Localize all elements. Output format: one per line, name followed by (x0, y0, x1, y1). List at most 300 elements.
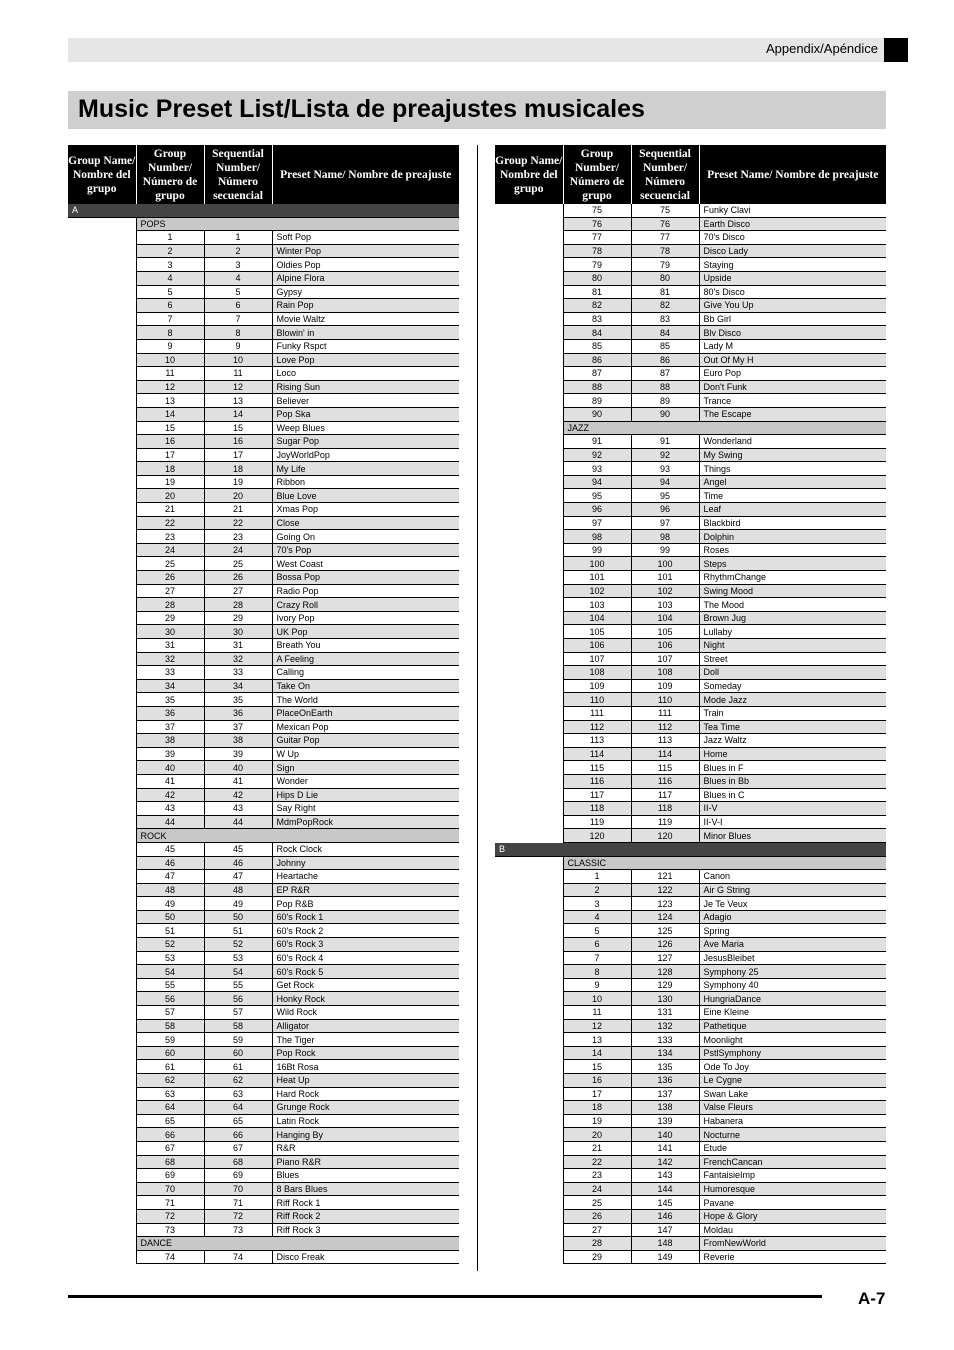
group-name-cell (495, 326, 563, 340)
sequential-number-cell: 65 (204, 1114, 272, 1128)
preset-name-cell: Wonderland (699, 435, 886, 449)
preset-name-cell: Out Of My H (699, 353, 886, 367)
preset-name-cell: Time (699, 489, 886, 503)
group-number-cell: 75 (563, 204, 631, 217)
group-name-cell (495, 258, 563, 272)
group-number-cell: 88 (563, 380, 631, 394)
group-name-cell (68, 1046, 136, 1060)
group-name-cell (68, 407, 136, 421)
preset-row (495, 571, 886, 585)
preset-name-cell: Steps (699, 557, 886, 571)
preset-row (495, 639, 886, 653)
group-number-cell: 33 (136, 666, 204, 680)
sequential-number-cell: 141 (631, 1141, 699, 1155)
group-number-cell: 47 (136, 870, 204, 884)
sequential-number-cell: 52 (204, 938, 272, 952)
group-name-cell (68, 380, 136, 394)
preset-row (495, 897, 886, 911)
preset-row (68, 652, 459, 666)
sequential-number-cell: 128 (631, 965, 699, 979)
group-name-cell (68, 1006, 136, 1020)
group-name-cell (495, 639, 563, 653)
group-name-cell (68, 910, 136, 924)
sequential-number-cell: 30 (204, 625, 272, 639)
preset-row (495, 625, 886, 639)
preset-row (495, 299, 886, 313)
preset-name-cell: Euro Pop (699, 367, 886, 381)
preset-name-cell: Wonder (272, 774, 459, 788)
group-name-cell (495, 965, 563, 979)
preset-name-cell: My Life (272, 462, 459, 476)
group-number-cell: 3 (563, 897, 631, 911)
group-name-cell (495, 897, 563, 911)
sequential-number-cell: 54 (204, 965, 272, 979)
group-number-cell: 22 (136, 516, 204, 530)
sequential-number-cell: 15 (204, 421, 272, 435)
group-number-cell: 32 (136, 652, 204, 666)
sequential-number-cell: 80 (631, 271, 699, 285)
sequential-number-cell: 106 (631, 639, 699, 653)
group-number-cell: 4 (563, 910, 631, 924)
group-number-cell: 41 (136, 774, 204, 788)
sequential-number-cell: 24 (204, 543, 272, 557)
preset-name-cell: Jazz Waltz (699, 734, 886, 748)
preset-name-cell: Hope & Glory (699, 1209, 886, 1223)
preset-row (495, 380, 886, 394)
preset-name-cell: Roses (699, 543, 886, 557)
right-preset-table (495, 145, 886, 1264)
preset-row (495, 761, 886, 775)
group-number-cell: 107 (563, 652, 631, 666)
bank-row (68, 204, 459, 217)
sequential-number-cell: 87 (631, 367, 699, 381)
sequential-number-cell: 76 (631, 217, 699, 231)
sequential-number-cell: 130 (631, 992, 699, 1006)
group-number-cell: 10 (563, 992, 631, 1006)
preset-name-cell: Breath You (272, 639, 459, 653)
sequential-number-cell: 123 (631, 897, 699, 911)
group-number-cell: 31 (136, 639, 204, 653)
group-number-cell: 8 (563, 965, 631, 979)
sequential-number-cell: 85 (631, 339, 699, 353)
preset-row (495, 829, 886, 843)
group-number-cell: 64 (136, 1101, 204, 1115)
preset-row (495, 747, 886, 761)
sequential-number-cell: 31 (204, 639, 272, 653)
preset-row (495, 367, 886, 381)
group-name-cell (68, 231, 136, 245)
preset-name-cell: 60's Rock 2 (272, 924, 459, 938)
group-name-cell (495, 1223, 563, 1237)
preset-row (495, 1006, 886, 1020)
group-number-cell: 102 (563, 584, 631, 598)
preset-row (68, 951, 459, 965)
group-number-cell: 7 (563, 951, 631, 965)
group-number-cell: 6 (136, 299, 204, 313)
sequential-number-cell: 5 (204, 285, 272, 299)
group-name-cell (68, 1155, 136, 1169)
group-name-cell (68, 1074, 136, 1088)
sequential-number-cell: 122 (631, 883, 699, 897)
category-label: ROCK (136, 829, 459, 843)
group-name-cell (495, 1006, 563, 1020)
title-band (68, 91, 886, 129)
header-band (68, 38, 908, 62)
group-number-cell: 90 (563, 407, 631, 421)
preset-name-cell: Believer (272, 394, 459, 408)
group-name-cell (68, 856, 136, 870)
preset-name-cell: II-V (699, 802, 886, 816)
preset-name-cell: Reverie (699, 1250, 886, 1264)
group-name-cell (68, 271, 136, 285)
group-number-cell: 13 (136, 394, 204, 408)
preset-name-cell: Ivory Pop (272, 611, 459, 625)
preset-row (68, 312, 459, 326)
preset-name-cell: Johnny (272, 856, 459, 870)
group-name-cell (495, 666, 563, 680)
sequential-number-cell: 51 (204, 924, 272, 938)
group-name-cell (495, 1155, 563, 1169)
preset-row (495, 774, 886, 788)
sequential-number-cell: 111 (631, 706, 699, 720)
sequential-number-cell: 14 (204, 407, 272, 421)
sequential-number-cell: 99 (631, 543, 699, 557)
group-number-cell: 23 (136, 530, 204, 544)
group-number-cell: 80 (563, 271, 631, 285)
bank-row (495, 842, 886, 856)
group-number-cell: 4 (136, 271, 204, 285)
group-name-cell (68, 992, 136, 1006)
preset-name-cell: Love Pop (272, 353, 459, 367)
col-header-group-number: Group Number/ Número de grupo (136, 145, 204, 204)
group-number-cell: 112 (563, 720, 631, 734)
group-name-cell (68, 1196, 136, 1210)
preset-name-cell: Swan Lake (699, 1087, 886, 1101)
preset-row (495, 435, 886, 449)
group-name-cell (495, 829, 563, 843)
sequential-number-cell: 83 (631, 312, 699, 326)
preset-row (68, 516, 459, 530)
sequential-number-cell: 103 (631, 598, 699, 612)
sequential-number-cell: 27 (204, 584, 272, 598)
sequential-number-cell: 23 (204, 530, 272, 544)
group-name-cell (495, 204, 563, 217)
preset-row (68, 706, 459, 720)
preset-row (495, 1019, 886, 1033)
sequential-number-cell: 60 (204, 1046, 272, 1060)
group-number-cell: 111 (563, 706, 631, 720)
sequential-number-cell: 45 (204, 842, 272, 856)
group-name-cell (495, 1046, 563, 1060)
preset-row (495, 693, 886, 707)
preset-row (495, 353, 886, 367)
preset-row (495, 516, 886, 530)
sequential-number-cell: 44 (204, 815, 272, 829)
preset-name-cell: Say Right (272, 802, 459, 816)
group-number-cell: 46 (136, 856, 204, 870)
page-number: A-7 (858, 1289, 886, 1308)
sequential-number-cell: 63 (204, 1087, 272, 1101)
group-name-cell (68, 802, 136, 816)
group-number-cell: 38 (136, 734, 204, 748)
preset-row (495, 1155, 886, 1169)
sequential-number-cell: 134 (631, 1046, 699, 1060)
sequential-number-cell: 135 (631, 1060, 699, 1074)
group-number-cell: 19 (136, 475, 204, 489)
group-name-cell (68, 1128, 136, 1142)
sequential-number-cell: 32 (204, 652, 272, 666)
preset-row (495, 475, 886, 489)
group-name-cell (495, 747, 563, 761)
group-number-cell: 67 (136, 1141, 204, 1155)
preset-name-cell: Blue Love (272, 489, 459, 503)
group-name-cell (495, 312, 563, 326)
group-name-cell (495, 938, 563, 952)
preset-row (68, 815, 459, 829)
group-number-cell: 49 (136, 897, 204, 911)
category-row (68, 217, 459, 231)
group-name-cell (495, 571, 563, 585)
preset-row (495, 407, 886, 421)
sequential-number-cell: 34 (204, 679, 272, 693)
group-number-cell: 36 (136, 706, 204, 720)
preset-row (68, 1101, 459, 1115)
group-number-cell: 103 (563, 598, 631, 612)
preset-row (68, 394, 459, 408)
group-name-cell (495, 870, 563, 884)
group-number-cell: 58 (136, 1019, 204, 1033)
sequential-number-cell: 9 (204, 339, 272, 353)
group-number-cell: 60 (136, 1046, 204, 1060)
group-name-cell (495, 883, 563, 897)
preset-name-cell: Piano R&R (272, 1155, 459, 1169)
preset-name-cell: Adagio (699, 910, 886, 924)
group-number-cell: 86 (563, 353, 631, 367)
sequential-number-cell: 81 (631, 285, 699, 299)
preset-row (68, 870, 459, 884)
group-name-cell (68, 1141, 136, 1155)
sequential-number-cell: 22 (204, 516, 272, 530)
preset-name-cell: Pavane (699, 1196, 886, 1210)
preset-row (68, 625, 459, 639)
group-number-cell: 16 (563, 1074, 631, 1088)
sequential-number-cell: 56 (204, 992, 272, 1006)
group-name-cell (68, 339, 136, 353)
sequential-number-cell: 53 (204, 951, 272, 965)
sequential-number-cell: 79 (631, 258, 699, 272)
sequential-number-cell: 129 (631, 978, 699, 992)
preset-name-cell: Riff Rock 1 (272, 1196, 459, 1210)
preset-name-cell: Ode To Joy (699, 1060, 886, 1074)
preset-name-cell: Street (699, 652, 886, 666)
category-row (495, 856, 886, 870)
sequential-number-cell: 57 (204, 1006, 272, 1020)
preset-name-cell: JoyWorldPop (272, 448, 459, 462)
sequential-number-cell: 21 (204, 503, 272, 517)
preset-row (495, 734, 886, 748)
group-name-cell (68, 353, 136, 367)
group-name-cell (495, 1237, 563, 1251)
sequential-number-cell: 26 (204, 571, 272, 585)
preset-name-cell: 60's Rock 4 (272, 951, 459, 965)
preset-row (68, 1141, 459, 1155)
group-name-cell (495, 407, 563, 421)
preset-name-cell: My Swing (699, 448, 886, 462)
sequential-number-cell: 4 (204, 271, 272, 285)
group-name-cell (68, 951, 136, 965)
group-number-cell: 26 (563, 1209, 631, 1223)
preset-name-cell: Riff Rock 2 (272, 1209, 459, 1223)
group-number-cell: 13 (563, 1033, 631, 1047)
sequential-number-cell: 62 (204, 1074, 272, 1088)
group-number-cell: 66 (136, 1128, 204, 1142)
group-name-cell (495, 788, 563, 802)
preset-name-cell: Get Rock (272, 978, 459, 992)
group-name-cell (495, 353, 563, 367)
section-label: Appendix/Apéndice (765, 41, 878, 56)
group-number-cell: 116 (563, 774, 631, 788)
preset-row (68, 421, 459, 435)
preset-name-cell: Moonlight (699, 1033, 886, 1047)
group-number-cell: 54 (136, 965, 204, 979)
sequential-number-cell: 138 (631, 1101, 699, 1115)
group-name-cell (68, 462, 136, 476)
sequential-number-cell: 132 (631, 1019, 699, 1033)
preset-row (68, 448, 459, 462)
sequential-number-cell: 118 (631, 802, 699, 816)
group-name-cell (68, 421, 136, 435)
preset-name-cell: Calling (272, 666, 459, 680)
preset-name-cell: Rain Pop (272, 299, 459, 313)
preset-row (68, 693, 459, 707)
group-name-cell (68, 897, 136, 911)
group-number-cell: 40 (136, 761, 204, 775)
preset-row (495, 1114, 886, 1128)
group-number-cell: 5 (136, 285, 204, 299)
group-name-cell (68, 652, 136, 666)
group-number-cell: 20 (563, 1128, 631, 1142)
sequential-number-cell: 41 (204, 774, 272, 788)
group-number-cell: 120 (563, 829, 631, 843)
preset-name-cell: Take On (272, 679, 459, 693)
group-name-cell (68, 815, 136, 829)
preset-name-cell: Symphony 40 (699, 978, 886, 992)
preset-row (68, 1019, 459, 1033)
group-name-cell (495, 285, 563, 299)
sequential-number-cell: 68 (204, 1155, 272, 1169)
preset-row (495, 204, 886, 217)
preset-name-cell: W Up (272, 747, 459, 761)
preset-row (495, 1033, 886, 1047)
preset-name-cell: Eine Kleine (699, 1006, 886, 1020)
col-header-group-number: Group Number/ Número de grupo (563, 145, 631, 204)
group-name-cell (495, 516, 563, 530)
group-number-cell: 24 (563, 1182, 631, 1196)
preset-name-cell: Blowin' in (272, 326, 459, 340)
sequential-number-cell: 125 (631, 924, 699, 938)
sequential-number-cell: 10 (204, 353, 272, 367)
preset-name-cell: Hips D Lie (272, 788, 459, 802)
sequential-number-cell: 97 (631, 516, 699, 530)
preset-name-cell: Trance (699, 394, 886, 408)
preset-name-cell: Someday (699, 679, 886, 693)
group-name-cell (68, 489, 136, 503)
preset-row (68, 530, 459, 544)
preset-row (495, 1209, 886, 1223)
col-header-sequential-number: Sequential Number/ Número secuencial (631, 145, 699, 204)
preset-name-cell: Dolphin (699, 530, 886, 544)
preset-name-cell: EP R&R (272, 883, 459, 897)
preset-name-cell: Canon (699, 870, 886, 884)
preset-row (495, 339, 886, 353)
preset-row (495, 1223, 886, 1237)
preset-name-cell: R&R (272, 1141, 459, 1155)
preset-name-cell: Disco Freak (272, 1250, 459, 1264)
group-name-cell (68, 842, 136, 856)
group-number-cell: 48 (136, 883, 204, 897)
sequential-number-cell: 131 (631, 1006, 699, 1020)
group-name-cell (495, 1250, 563, 1264)
sequential-number-cell: 100 (631, 557, 699, 571)
preset-row (495, 951, 886, 965)
preset-name-cell: II-V-I (699, 815, 886, 829)
group-name-cell (68, 326, 136, 340)
preset-row (495, 978, 886, 992)
group-number-cell: 93 (563, 462, 631, 476)
preset-name-cell: Pop Ska (272, 407, 459, 421)
sequential-number-cell: 13 (204, 394, 272, 408)
preset-row (495, 1101, 886, 1115)
sequential-number-cell: 82 (631, 299, 699, 313)
preset-row (495, 584, 886, 598)
preset-row (68, 720, 459, 734)
group-number-cell: 85 (563, 339, 631, 353)
sequential-number-cell: 48 (204, 883, 272, 897)
preset-name-cell: PlaceOnEarth (272, 706, 459, 720)
group-number-cell: 74 (136, 1250, 204, 1264)
group-name-cell (495, 1182, 563, 1196)
group-number-cell: 73 (136, 1223, 204, 1237)
group-name-cell (495, 503, 563, 517)
preset-name-cell: Mode Jazz (699, 693, 886, 707)
preset-name-cell: Don't Funk (699, 380, 886, 394)
col-header-group-name: Group Name/ Nombre del grupo (68, 145, 136, 204)
preset-row (68, 978, 459, 992)
sequential-number-cell: 1 (204, 231, 272, 245)
sequential-number-cell: 148 (631, 1237, 699, 1251)
sequential-number-cell: 147 (631, 1223, 699, 1237)
preset-name-cell: Blackbird (699, 516, 886, 530)
preset-name-cell: 8 Bars Blues (272, 1182, 459, 1196)
preset-row (495, 1074, 886, 1088)
preset-name-cell: Going On (272, 530, 459, 544)
sequential-number-cell: 110 (631, 693, 699, 707)
group-number-cell: 109 (563, 679, 631, 693)
preset-row (495, 870, 886, 884)
group-number-cell: 83 (563, 312, 631, 326)
group-number-cell: 118 (563, 802, 631, 816)
preset-name-cell: Earth Disco (699, 217, 886, 231)
category-row (68, 829, 459, 843)
group-number-cell: 2 (563, 883, 631, 897)
right-table-body (495, 204, 886, 1264)
group-number-cell: 29 (136, 611, 204, 625)
group-number-cell: 56 (136, 992, 204, 1006)
preset-name-cell: Home (699, 747, 886, 761)
sequential-number-cell: 17 (204, 448, 272, 462)
group-name-cell (495, 435, 563, 449)
group-number-cell: 59 (136, 1033, 204, 1047)
